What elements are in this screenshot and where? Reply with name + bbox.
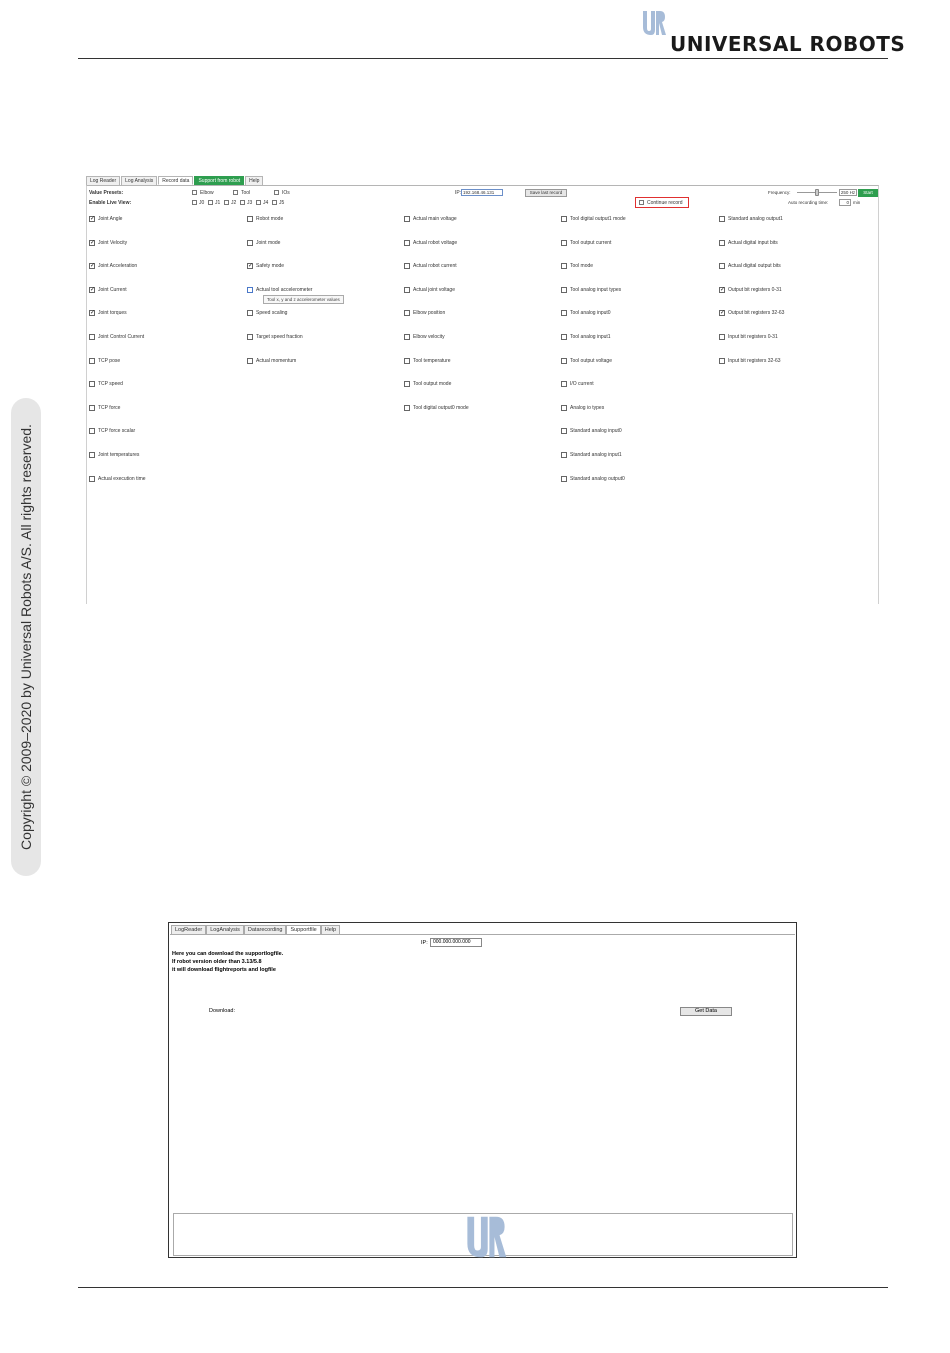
unchecked-checkbox-icon[interactable] — [89, 381, 95, 387]
signal-checkbox-label: Actual momentum — [256, 357, 297, 364]
live-view-j5-label: J5 — [279, 200, 285, 206]
signal-checkbox-label: TCP speed — [98, 381, 123, 388]
continue-record-label: Continue record — [647, 200, 683, 206]
tab-record-data[interactable]: Record data — [158, 176, 193, 185]
preset-ios-checkbox[interactable] — [274, 190, 279, 195]
get-data-button[interactable]: Get Data — [680, 1007, 732, 1016]
checked-checkbox-icon[interactable]: ✓ — [90, 239, 96, 246]
support-file-screenshot — [168, 922, 797, 1258]
signal-checkbox-label: Actual tool accelerometer — [256, 286, 313, 293]
unchecked-checkbox-icon[interactable] — [561, 405, 567, 411]
unchecked-checkbox-icon[interactable] — [247, 358, 253, 364]
record-panel — [86, 185, 879, 604]
checked-checkbox-icon[interactable]: ✓ — [720, 286, 726, 293]
unchecked-checkbox-icon[interactable] — [561, 263, 567, 269]
unchecked-checkbox-icon[interactable] — [719, 263, 725, 269]
signal-checkbox-label: Tool digital output1 mode — [570, 216, 626, 222]
signal-checkbox-label: Tool analog input1 — [570, 334, 611, 340]
signal-checkbox-label: Joint temperatures — [98, 452, 140, 458]
unchecked-checkbox-icon[interactable] — [404, 405, 410, 411]
signal-checkbox-label: Actual robot voltage — [413, 239, 458, 246]
unchecked-checkbox-icon[interactable] — [89, 428, 95, 434]
signal-checkbox-label: Output bit registers 32-63 — [728, 310, 785, 317]
unchecked-checkbox-icon[interactable] — [561, 381, 567, 387]
checked-checkbox-icon[interactable]: ✓ — [248, 263, 254, 270]
signal-checkbox-label: Tool digital output0 mode — [413, 404, 469, 411]
signal-checkbox-label: Robot mode — [256, 216, 284, 222]
signal-checkbox-label: Tool temperature — [413, 357, 451, 364]
signal-checkbox-label: Elbow position — [413, 310, 446, 317]
checked-checkbox-icon[interactable]: ✓ — [90, 216, 96, 222]
unchecked-checkbox-icon[interactable] — [404, 334, 410, 340]
checked-checkbox-icon[interactable]: ✓ — [90, 286, 96, 293]
enable-live-view-label: Enable Live View: — [89, 200, 132, 206]
unchecked-checkbox-icon[interactable] — [404, 240, 410, 246]
tab-supportfile[interactable]: Supportfile — [286, 925, 320, 934]
universal-robots-logo — [640, 10, 906, 56]
tab-help[interactable]: Help — [245, 176, 263, 185]
unchecked-checkbox-icon[interactable] — [561, 452, 567, 458]
signal-checkbox-label: Joint Velocity — [98, 239, 128, 246]
signal-checkbox-label: TCP force scalar — [98, 428, 136, 435]
signal-checkbox-label: Actual digital output bits — [728, 263, 781, 270]
auto-recording-label: Auto recording time: — [788, 200, 829, 205]
live-view-j1-label: J1 — [215, 200, 221, 206]
signal-checkbox-label: Joint Acceleration — [98, 263, 138, 270]
signal-checkbox-label: Joint mode — [256, 239, 281, 246]
logo-panel — [173, 1213, 793, 1256]
unchecked-checkbox-icon[interactable] — [561, 310, 567, 316]
signal-checkbox-label: Tool output mode — [413, 381, 452, 388]
signal-checkbox-label: Tool output voltage — [570, 357, 612, 364]
signal-checkbox-label: I/O current — [570, 381, 594, 388]
live-view-j3-checkbox[interactable] — [240, 200, 245, 205]
presets-row — [89, 189, 878, 197]
preset-ios-label: IOs — [282, 190, 290, 196]
unchecked-checkbox-icon[interactable] — [404, 358, 410, 364]
live-view-j2-label: J2 — [231, 200, 237, 206]
unchecked-checkbox-icon[interactable] — [561, 240, 567, 246]
signal-checkbox-label: Actual digital input bits — [728, 239, 778, 246]
live-view-row — [89, 199, 878, 207]
live-view-j1-checkbox[interactable] — [208, 200, 213, 205]
header-rule — [78, 58, 888, 59]
auto-recording-unit: min — [853, 200, 861, 205]
continue-record-checkbox[interactable] — [639, 200, 644, 205]
value-presets-label: Value Presets: — [89, 190, 124, 196]
live-view-j0-checkbox[interactable] — [192, 200, 197, 205]
unchecked-checkbox-icon[interactable] — [561, 428, 567, 434]
tooltip-accelerometer: Tool x, y and z accelerometer values — [263, 295, 344, 304]
live-view-j0-label: J0 — [199, 200, 205, 206]
signal-checkbox-label: Joint torques — [98, 310, 127, 317]
signal-checkbox-label: Safety mode — [256, 263, 285, 270]
signal-checkbox-label: Input bit registers 0-31 — [728, 334, 778, 340]
frequency-input[interactable]: 250 Hz — [840, 190, 856, 195]
unchecked-checkbox-icon[interactable] — [561, 358, 567, 364]
unchecked-checkbox-icon[interactable] — [561, 287, 567, 293]
tab-log-analysis[interactable]: Log Analysis — [121, 176, 157, 185]
unchecked-checkbox-icon[interactable] — [247, 240, 253, 246]
download-label: Download: — [209, 1008, 235, 1014]
start-button[interactable]: Start — [858, 189, 878, 197]
unchecked-checkbox-icon[interactable] — [719, 334, 725, 340]
signal-checkbox-label: TCP force — [98, 404, 121, 411]
signal-checkbox-label: Standard analog output1 — [728, 216, 783, 222]
ip-input[interactable]: 192.168.46.131 — [461, 189, 503, 196]
ip-input-2[interactable]: 000.000.000.000 — [430, 938, 482, 947]
unchecked-checkbox-icon[interactable] — [561, 476, 567, 482]
tab-log-reader[interactable]: Log Reader — [86, 176, 120, 185]
unchecked-checkbox-icon[interactable] — [89, 334, 95, 340]
checked-checkbox-icon[interactable]: ✓ — [90, 263, 96, 270]
signal-checkbox-label: Tool analog input0 — [570, 310, 611, 317]
ur-logo-icon — [642, 10, 666, 36]
unchecked-checkbox-icon[interactable] — [89, 405, 95, 411]
signal-checkbox-label: Joint Control Current — [98, 334, 145, 340]
unchecked-checkbox-icon[interactable] — [561, 334, 567, 340]
unchecked-checkbox-icon[interactable] — [247, 216, 253, 222]
preset-elbow-checkbox[interactable] — [192, 190, 197, 195]
support-panel — [170, 934, 795, 1256]
signal-checkbox-label: Target speed fraction — [256, 334, 303, 340]
tab-help-2[interactable]: Help — [321, 925, 340, 934]
preset-tool-label: Tool — [241, 190, 251, 196]
live-view-j2-checkbox[interactable] — [224, 200, 229, 205]
signal-checkbox-label: Actual joint voltage — [413, 286, 455, 293]
signal-checkbox-label: Joint Current — [98, 286, 127, 293]
info-line-3: it will download flightreports and logfile — [172, 967, 276, 973]
auto-recording-input[interactable]: 0 — [839, 199, 851, 206]
signal-checkbox-label: Analog io types — [570, 404, 605, 411]
unchecked-checkbox-icon[interactable] — [89, 476, 95, 482]
ip-label: IP: — [455, 190, 462, 196]
unchecked-checkbox-icon[interactable] — [247, 334, 253, 340]
unchecked-checkbox-icon[interactable] — [404, 263, 410, 269]
support-tabs — [171, 925, 340, 934]
save-last-record-button[interactable]: Save last record — [525, 189, 567, 197]
checked-checkbox-icon[interactable]: ✓ — [720, 310, 726, 317]
signal-checkbox-label: Actual execution time — [98, 475, 146, 482]
brand-name: UNIVERSAL ROBOTS — [670, 32, 906, 56]
signal-checkbox-label: Actual main voltage — [413, 216, 457, 222]
unchecked-checkbox-icon[interactable] — [719, 358, 725, 364]
tab-datarecording[interactable]: Datarecording — [244, 925, 287, 934]
signal-checkbox-label: Standard analog input1 — [570, 452, 622, 458]
tab-loganalysis[interactable]: LogAnalysis — [206, 925, 244, 934]
live-view-j3-label: J3 — [247, 200, 253, 206]
signal-checkbox-label: Tool analog input types — [570, 286, 622, 293]
record-tabs — [86, 176, 264, 185]
signal-checkbox-label: Input bit registers 32-63 — [728, 357, 781, 364]
signal-checkbox-label: Elbow velocity — [413, 334, 445, 340]
tab-support-from-robot[interactable]: Support from robot — [194, 176, 244, 185]
footer-rule — [78, 1287, 888, 1288]
preset-tool-checkbox[interactable] — [233, 190, 238, 195]
frequency-slider-thumb[interactable] — [815, 189, 819, 196]
live-view-j5-checkbox[interactable] — [272, 200, 277, 205]
unchecked-checkbox-icon[interactable] — [561, 216, 567, 222]
unchecked-checkbox-icon[interactable] — [719, 240, 725, 246]
info-line-2: If robot version older than 3.13/5.8 — [172, 959, 262, 965]
signal-checkbox-label: Standard analog input0 — [570, 428, 622, 435]
signal-checkbox-label: Speed scaling — [256, 310, 288, 317]
signal-checkbox-label: TCP pose — [98, 357, 121, 364]
unchecked-checkbox-icon[interactable] — [404, 310, 410, 316]
unchecked-checkbox-icon[interactable] — [404, 287, 410, 293]
unchecked-checkbox-icon[interactable] — [719, 216, 725, 222]
signal-checkbox-label: Output bit registers 0-31 — [728, 286, 782, 293]
ur-logo-icon — [463, 1215, 509, 1259]
ip-label-2: IP: — [421, 940, 428, 946]
signal-checkbox-label: Joint Angle — [98, 216, 123, 222]
signal-checkbox-label: Standard analog output0 — [570, 475, 625, 482]
frequency-label: Frequency: — [768, 190, 791, 195]
signal-checkbox-label: Actual robot current — [413, 263, 457, 270]
unchecked-checkbox-icon[interactable] — [247, 287, 253, 293]
unchecked-checkbox-icon[interactable] — [89, 452, 95, 458]
signal-checkbox-label: Tool output current — [570, 239, 612, 246]
checked-checkbox-icon[interactable]: ✓ — [90, 310, 96, 317]
signal-checkbox-label: Tool mode — [570, 263, 594, 270]
live-view-j4-label: J4 — [263, 200, 269, 206]
unchecked-checkbox-icon[interactable] — [247, 310, 253, 316]
preset-elbow-label: Elbow — [200, 190, 214, 196]
unchecked-checkbox-icon[interactable] — [404, 381, 410, 387]
info-line-1: Here you can download the supportlogfile. — [172, 951, 284, 957]
copyright-notice: Copyright © 2009–2020 by Universal Robots A/S. All rights reserved. — [18, 424, 34, 850]
live-view-j4-checkbox[interactable] — [256, 200, 261, 205]
unchecked-checkbox-icon[interactable] — [89, 358, 95, 364]
unchecked-checkbox-icon[interactable] — [404, 216, 410, 222]
tab-logreader[interactable]: LogReader — [171, 925, 206, 934]
record-data-screenshot — [86, 176, 879, 604]
